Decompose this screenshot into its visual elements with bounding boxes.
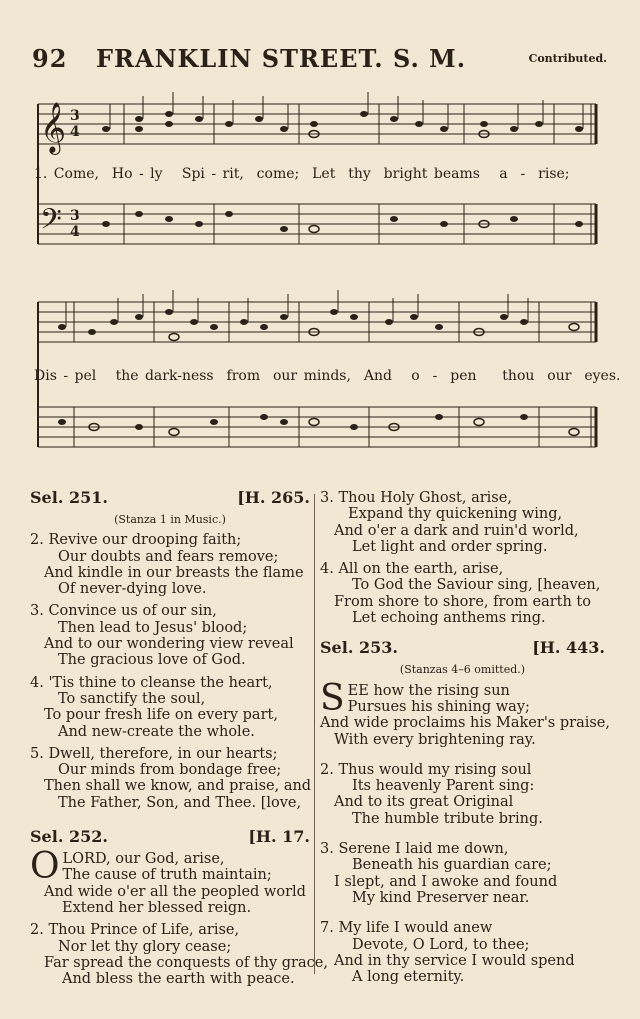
svg-text:𝄞: 𝄞: [40, 102, 67, 153]
hymn-reference: [H. 17.: [248, 827, 310, 847]
hymn-reference: [H. 443.: [532, 638, 605, 658]
stanza: [30, 603, 310, 668]
tune-title: FRANKLIN STREET. S. M.: [96, 44, 467, 73]
verse-line: I slept, and I awoke and found: [334, 873, 558, 890]
verse-line: My kind Preserver near.: [352, 889, 530, 906]
verse-line: And wide proclaims his Maker's praise,: [320, 715, 610, 732]
verse-line: And kindle in our breasts the flame: [44, 564, 304, 581]
verse-line: And to our wondering view reveal: [44, 636, 294, 653]
svg-text:3: 3: [70, 208, 80, 224]
verse-line: 4. 'Tis thine to cleanse the heart,: [30, 674, 273, 691]
left-column: [30, 488, 328, 993]
verse-line: Expand thy quickening wing,: [348, 506, 563, 523]
verse-line: 2. Thus would my rising soul: [320, 761, 532, 778]
verse-line: Then shall we know, and praise, and: [44, 778, 312, 795]
selection-note: (Stanzas 4–6 omitted.): [399, 663, 526, 677]
stanza: [320, 490, 605, 555]
selection-253-header: [320, 640, 605, 662]
stanza: [30, 532, 310, 597]
stanza: [30, 675, 310, 740]
stanza: [320, 762, 605, 827]
verse-line: 3. Serene I laid me down,: [320, 841, 509, 858]
selection-252-header: [30, 829, 310, 851]
verse-line: And to its great Original: [334, 794, 514, 811]
music-lyric-line-1: 1. Come, Ho - ly Spi - rit, come; Let thy bright beams a - rise;: [34, 166, 570, 182]
music-lyric-line-2: Dis - pel the dark-ness from our minds, And o - pen thou our eyes.: [34, 368, 621, 384]
verse-line: The Father, Son, and Thee. [love,: [58, 794, 302, 811]
verse-line: The cause of truth maintain;: [62, 867, 272, 884]
verse-line: 2. Thou Prince of Life, arise,: [30, 922, 240, 939]
verse-line: 4. All on the earth, arise,: [320, 561, 504, 578]
stanza: [320, 841, 605, 906]
verse-line: The gracious love of God.: [58, 652, 246, 669]
verse-line: Let echoing anthems ring.: [352, 610, 546, 627]
verse-line: The humble tribute bring.: [352, 810, 543, 827]
tune-credit: Contributed.: [528, 52, 607, 65]
verse-line: Let light and order spring.: [352, 538, 548, 555]
stanza: [320, 920, 605, 985]
selection-number: Sel. 252.: [30, 827, 108, 847]
selection-number: Sel. 253.: [320, 638, 398, 658]
svg-text:3: 3: [70, 108, 80, 124]
verse-line: 2. Revive our drooping faith;: [30, 532, 242, 549]
verse-line: Its heavenly Parent sing:: [352, 778, 535, 795]
verse-line: With every brightening ray.: [334, 731, 536, 748]
svg-text:4: 4: [70, 124, 80, 140]
page-header: [32, 44, 607, 74]
verse-line: From shore to shore, from earth to: [334, 593, 591, 610]
verse-line: 5. Dwell, therefore, in our hearts;: [30, 745, 278, 762]
verse-line: Of never-dying love.: [58, 581, 207, 598]
verse-line: Our doubts and fears remove;: [58, 548, 279, 565]
verse-line: Far spread the conquests of thy grace,: [44, 954, 328, 971]
stanza: [30, 846, 310, 916]
verse-line: And wide o'er all the peopled world: [44, 883, 306, 900]
verse-line: 3. Convince us of our sin,: [30, 603, 217, 620]
verse-line: LORD, our God, arise,: [62, 851, 225, 868]
column-divider: [314, 494, 315, 974]
page-number: 92: [32, 44, 68, 73]
verse-line: A long eternity.: [352, 969, 465, 986]
drop-cap: O: [30, 846, 60, 888]
right-column: [320, 490, 610, 991]
verse-line: EE how the rising sun: [347, 682, 510, 699]
verse-line: Pursues his shining way;: [347, 698, 530, 715]
verse-line: And new-create the whole.: [58, 723, 255, 740]
verse-line: To sanctify the soul,: [58, 690, 206, 707]
music-system-1: [34, 92, 600, 267]
verse-line: Our minds from bondage free;: [58, 762, 282, 779]
stanza: [320, 677, 610, 748]
selection-note: (Stanza 1 in Music.): [114, 513, 226, 526]
selection-number: Sel. 251.: [30, 488, 108, 507]
svg-text:𝄢: 𝄢: [40, 203, 62, 243]
hymn-reference: [H. 265.: [237, 488, 310, 507]
verse-line: Extend her blessed reign.: [62, 899, 252, 916]
verse-line: To pour fresh life on every part,: [44, 707, 278, 724]
verse-line: Beneath his guardian care;: [352, 857, 552, 874]
verse-line: And in thy service I would spend: [334, 952, 575, 969]
verse-line: And bless the earth with peace.: [62, 971, 295, 988]
music-system-2: [34, 290, 621, 470]
stanza: [320, 561, 605, 626]
verse-line: 3. Thou Holy Ghost, arise,: [320, 490, 512, 506]
verse-line: To God the Saviour sing, [heaven,: [352, 577, 601, 594]
verse-line: Then lead to Jesus' blood;: [58, 619, 248, 636]
verse-line: Devote, O Lord, to thee;: [352, 936, 530, 953]
verse-line: Nor let thy glory cease;: [58, 938, 232, 955]
drop-cap: S: [320, 677, 345, 719]
stanza: [30, 746, 310, 811]
verse-line: 7. My life I would anew: [320, 920, 493, 937]
svg-text:4: 4: [70, 224, 80, 240]
stanza: [30, 922, 328, 988]
verse-line: And o'er a dark and ruin'd world,: [334, 522, 579, 539]
selection-251-header: [30, 490, 310, 512]
